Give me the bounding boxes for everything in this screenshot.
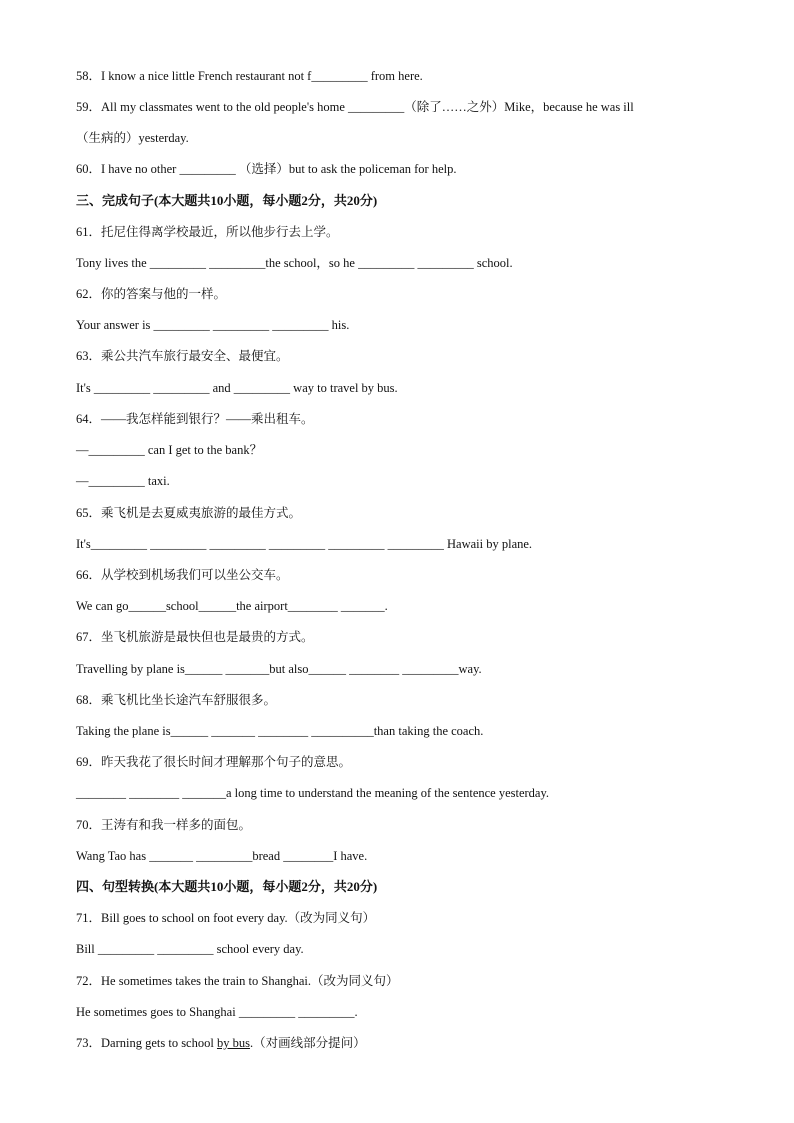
- question-67-answer-line: Travelling by plane is______ _______but also______ ________ _________way.: [76, 662, 482, 676]
- question-61-prompt: 61．托尼住得离学校最近，所以他步行去上学。: [76, 225, 339, 239]
- question-60: 60．I have no other _________ （选择）but to ask the policeman for help.: [76, 162, 457, 176]
- section-heading-complete-sentences: 三、完成句子(本大题共10小题，每小题2分，共20分): [76, 193, 378, 208]
- question-63-answer-line: It's _________ _________ and _________ way to travel by bus.: [76, 381, 398, 395]
- question-73-text-after: .（对画线部分提问）: [249, 1036, 366, 1050]
- question-68-prompt: 68．乘飞机比坐长途汽车舒服很多。: [76, 693, 277, 707]
- section-heading-sentence-transformation: 四、句型转换(本大题共10小题，每小题2分，共20分): [76, 879, 378, 894]
- question-66-prompt: 66．从学校到机场我们可以坐公交车。: [76, 568, 289, 582]
- question-63-prompt: 63．乘公共汽车旅行最安全、最便宜。: [76, 349, 289, 363]
- question-73-underlined-phrase: by bus: [216, 1036, 250, 1050]
- question-64-prompt: 64．——我怎样能到银行？——乘出租车。: [76, 412, 314, 426]
- question-59: 59．All my classmates went to the old people's home _________（除了……之外）Mike，because he was ill: [76, 100, 634, 114]
- question-59-continued: （生病的）yesterday.: [76, 131, 189, 145]
- question-72-prompt: 72．He sometimes takes the train to Shanghai.（改为同义句）: [76, 974, 399, 988]
- question-70-answer-line: Wang Tao has _______ _________bread ________I have.: [76, 849, 368, 863]
- question-66-answer-line: We can go______school______the airport________ _______.: [76, 599, 388, 613]
- question-73-text-before: 73．Darning gets to school: [76, 1036, 217, 1050]
- question-62-prompt: 62．你的答案与他的一样。: [76, 287, 227, 301]
- question-72-answer-line: He sometimes goes to Shanghai _________ _________.: [76, 1005, 358, 1019]
- question-71-prompt: 71．Bill goes to school on foot every day.（改为同义句）: [76, 911, 376, 925]
- question-64-answer-line-2: —_________ taxi.: [76, 474, 170, 488]
- question-62-answer-line: Your answer is _________ _________ _________ his.: [76, 318, 350, 332]
- question-67-prompt: 67．坐飞机旅游是最快但也是最贵的方式。: [76, 630, 314, 644]
- question-68-answer-line: Taking the plane is______ _______ ________ __________than taking the coach.: [76, 724, 484, 738]
- question-70-prompt: 70．王涛有和我一样多的面包。: [76, 818, 252, 832]
- question-65-prompt: 65．乘飞机是去夏威夷旅游的最佳方式。: [76, 506, 302, 520]
- question-73-prompt: [76, 1035, 736, 1051]
- question-61-answer-line: Tony lives the _________ _________the school，so he _________ _________ school.: [76, 256, 513, 270]
- question-71-answer-line: Bill _________ _________ school every day.: [76, 942, 304, 956]
- question-58: 58．I know a nice little French restaurant not f_________ from here.: [76, 69, 423, 83]
- question-65-answer-line: It's_________ _________ _________ _________ _________ _________ Hawaii by plane.: [76, 537, 533, 551]
- question-69-answer-line: ________ ________ _______a long time to understand the meaning of the sentence yesterday.: [76, 786, 550, 800]
- question-69-prompt: 69．昨天我花了很长时间才理解那个句子的意思。: [76, 755, 352, 769]
- question-64-answer-line-1: —_________ can I get to the bank？: [76, 443, 263, 457]
